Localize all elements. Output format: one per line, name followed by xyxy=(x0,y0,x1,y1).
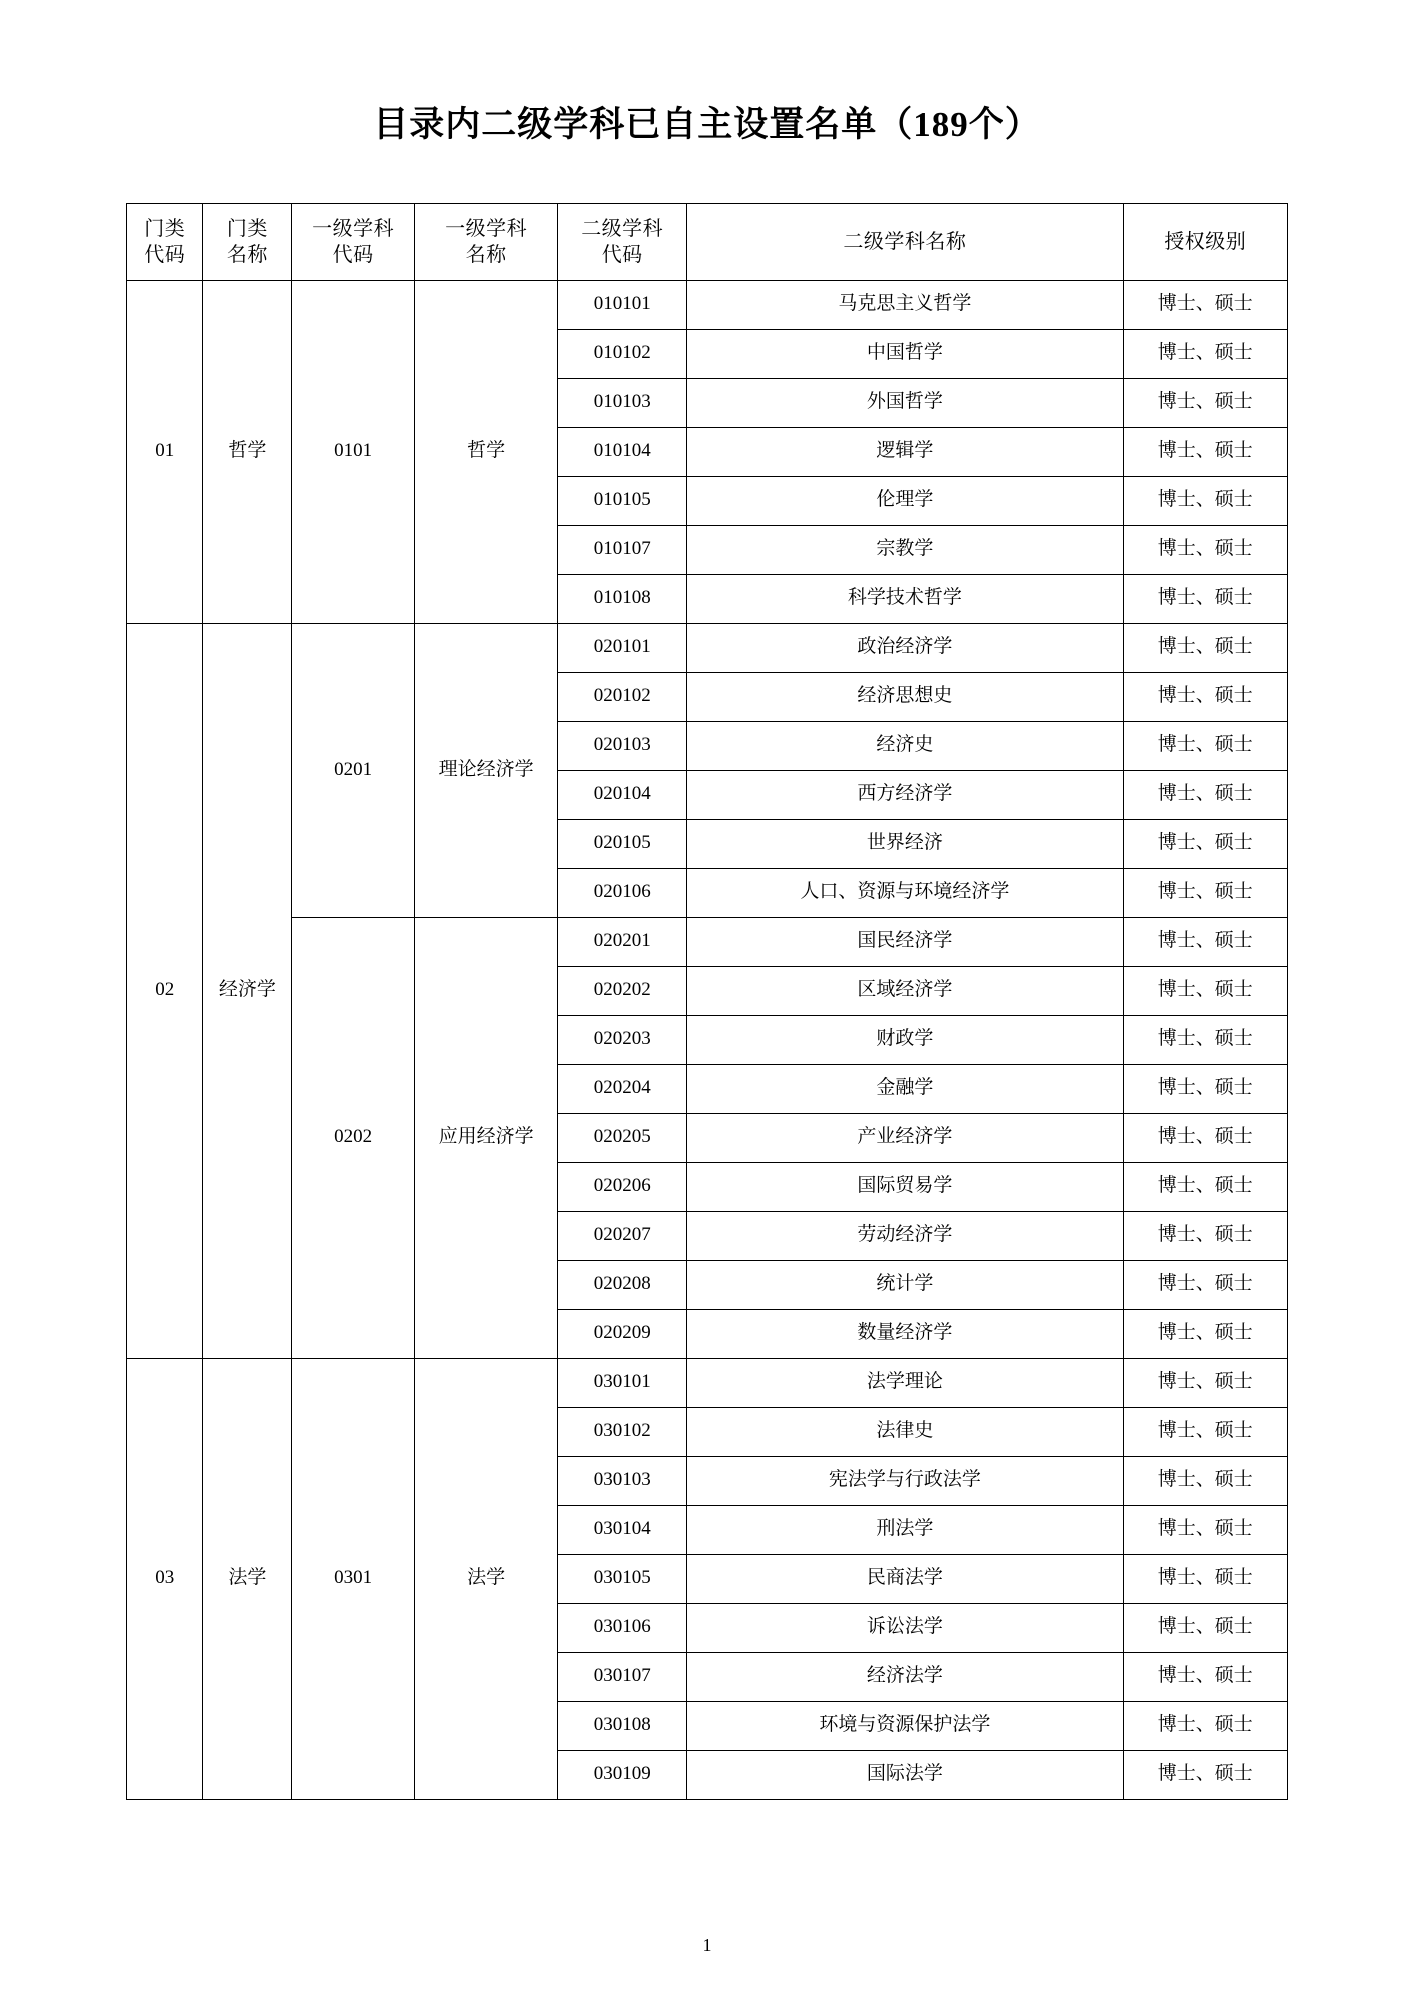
cell-level2-code: 010105 xyxy=(558,476,687,525)
cell-level2-code: 030109 xyxy=(558,1750,687,1799)
cell-level2-name: 世界经济 xyxy=(687,819,1124,868)
table-row xyxy=(127,1358,1288,1407)
column-header-category-code: 门类 代码 xyxy=(127,203,203,280)
cell-level2-code: 020102 xyxy=(558,672,687,721)
cell-level2-name: 西方经济学 xyxy=(687,770,1124,819)
cell-level2-name: 数量经济学 xyxy=(687,1309,1124,1358)
cell-level2-code: 020206 xyxy=(558,1162,687,1211)
cell-category-name: 哲学 xyxy=(203,280,292,623)
cell-level2-name: 区域经济学 xyxy=(687,966,1124,1015)
cell-level2-name: 财政学 xyxy=(687,1015,1124,1064)
cell-degree-level: 博士、硕士 xyxy=(1123,917,1287,966)
cell-degree-level: 博士、硕士 xyxy=(1123,1211,1287,1260)
cell-level2-name: 刑法学 xyxy=(687,1505,1124,1554)
cell-degree-level: 博士、硕士 xyxy=(1123,1701,1287,1750)
cell-degree-level: 博士、硕士 xyxy=(1123,1162,1287,1211)
cell-level2-name: 国民经济学 xyxy=(687,917,1124,966)
cell-degree-level: 博士、硕士 xyxy=(1123,623,1287,672)
cell-level2-name: 外国哲学 xyxy=(687,378,1124,427)
cell-level2-code: 020207 xyxy=(558,1211,687,1260)
cell-degree-level: 博士、硕士 xyxy=(1123,574,1287,623)
cell-degree-level: 博士、硕士 xyxy=(1123,476,1287,525)
cell-level2-code: 020205 xyxy=(558,1113,687,1162)
cell-level2-name: 法学理论 xyxy=(687,1358,1124,1407)
cell-level2-code: 020201 xyxy=(558,917,687,966)
cell-level2-name: 诉讼法学 xyxy=(687,1603,1124,1652)
table-row xyxy=(127,623,1288,672)
cell-level1-code: 0101 xyxy=(292,280,414,623)
cell-degree-level: 博士、硕士 xyxy=(1123,1358,1287,1407)
cell-degree-level: 博士、硕士 xyxy=(1123,280,1287,329)
cell-degree-level: 博士、硕士 xyxy=(1123,1456,1287,1505)
column-header-degree-level: 授权级别 xyxy=(1123,203,1287,280)
cell-degree-level: 博士、硕士 xyxy=(1123,329,1287,378)
cell-level2-name: 经济史 xyxy=(687,721,1124,770)
table-row xyxy=(127,917,1288,966)
cell-level2-code: 020209 xyxy=(558,1309,687,1358)
cell-level2-name: 中国哲学 xyxy=(687,329,1124,378)
cell-degree-level: 博士、硕士 xyxy=(1123,1064,1287,1113)
cell-level2-name: 金融学 xyxy=(687,1064,1124,1113)
cell-level2-code: 030101 xyxy=(558,1358,687,1407)
cell-level2-code: 030103 xyxy=(558,1456,687,1505)
cell-level2-code: 020101 xyxy=(558,623,687,672)
cell-level2-name: 人口、资源与环境经济学 xyxy=(687,868,1124,917)
cell-category-name: 法学 xyxy=(203,1358,292,1799)
cell-level1-name: 理论经济学 xyxy=(414,623,557,917)
cell-category-code: 02 xyxy=(127,623,203,1358)
cell-level2-name: 经济法学 xyxy=(687,1652,1124,1701)
cell-degree-level: 博士、硕士 xyxy=(1123,966,1287,1015)
table-body xyxy=(127,280,1288,1799)
cell-level2-code: 010104 xyxy=(558,427,687,476)
cell-degree-level: 博士、硕士 xyxy=(1123,819,1287,868)
cell-level1-name: 法学 xyxy=(414,1358,557,1799)
cell-level2-name: 法律史 xyxy=(687,1407,1124,1456)
column-header-level2-name: 二级学科名称 xyxy=(687,203,1124,280)
cell-level2-name: 政治经济学 xyxy=(687,623,1124,672)
column-header-level2-code: 二级学科 代码 xyxy=(558,203,687,280)
cell-level2-code: 030102 xyxy=(558,1407,687,1456)
cell-level1-code: 0301 xyxy=(292,1358,414,1799)
cell-level1-name: 哲学 xyxy=(414,280,557,623)
cell-degree-level: 博士、硕士 xyxy=(1123,1554,1287,1603)
cell-level1-name: 应用经济学 xyxy=(414,917,557,1358)
page-number: 1 xyxy=(702,1935,712,1955)
cell-level2-code: 010102 xyxy=(558,329,687,378)
cell-degree-level: 博士、硕士 xyxy=(1123,427,1287,476)
cell-level2-name: 国际贸易学 xyxy=(687,1162,1124,1211)
cell-level2-code: 030106 xyxy=(558,1603,687,1652)
cell-degree-level: 博士、硕士 xyxy=(1123,1309,1287,1358)
column-header-level1-name: 一级学科 名称 xyxy=(414,203,557,280)
cell-level2-name: 产业经济学 xyxy=(687,1113,1124,1162)
column-header-category-name: 门类 名称 xyxy=(203,203,292,280)
cell-level2-name: 马克思主义哲学 xyxy=(687,280,1124,329)
table-row xyxy=(127,280,1288,329)
disciplines-table xyxy=(126,203,1288,1800)
cell-degree-level: 博士、硕士 xyxy=(1123,1015,1287,1064)
cell-level2-code: 020103 xyxy=(558,721,687,770)
cell-level2-name: 伦理学 xyxy=(687,476,1124,525)
cell-level2-code: 010107 xyxy=(558,525,687,574)
cell-level2-code: 030105 xyxy=(558,1554,687,1603)
table-container xyxy=(126,147,1288,1800)
cell-degree-level: 博士、硕士 xyxy=(1123,1750,1287,1799)
cell-level2-name: 逻辑学 xyxy=(687,427,1124,476)
cell-level2-code: 030107 xyxy=(558,1652,687,1701)
cell-degree-level: 博士、硕士 xyxy=(1123,770,1287,819)
cell-degree-level: 博士、硕士 xyxy=(1123,378,1287,427)
cell-level2-code: 020208 xyxy=(558,1260,687,1309)
cell-level2-name: 环境与资源保护法学 xyxy=(687,1701,1124,1750)
cell-category-code: 03 xyxy=(127,1358,203,1799)
cell-degree-level: 博士、硕士 xyxy=(1123,721,1287,770)
cell-level2-name: 经济思想史 xyxy=(687,672,1124,721)
cell-degree-level: 博士、硕士 xyxy=(1123,1407,1287,1456)
cell-degree-level: 博士、硕士 xyxy=(1123,1505,1287,1554)
cell-level2-code: 020106 xyxy=(558,868,687,917)
cell-degree-level: 博士、硕士 xyxy=(1123,672,1287,721)
cell-level2-code: 010103 xyxy=(558,378,687,427)
cell-level2-code: 020202 xyxy=(558,966,687,1015)
cell-level2-code: 020203 xyxy=(558,1015,687,1064)
cell-level2-name: 统计学 xyxy=(687,1260,1124,1309)
cell-degree-level: 博士、硕士 xyxy=(1123,1260,1287,1309)
cell-level2-code: 020204 xyxy=(558,1064,687,1113)
cell-degree-level: 博士、硕士 xyxy=(1123,868,1287,917)
cell-level1-code: 0202 xyxy=(292,917,414,1358)
cell-degree-level: 博士、硕士 xyxy=(1123,1113,1287,1162)
cell-level2-name: 宗教学 xyxy=(687,525,1124,574)
cell-category-name: 经济学 xyxy=(203,623,292,1358)
cell-level2-name: 民商法学 xyxy=(687,1554,1124,1603)
cell-level2-name: 科学技术哲学 xyxy=(687,574,1124,623)
column-header-level1-code: 一级学科 代码 xyxy=(292,203,414,280)
cell-level2-code: 010101 xyxy=(558,280,687,329)
cell-level2-name: 宪法学与行政法学 xyxy=(687,1456,1124,1505)
cell-level2-code: 020104 xyxy=(558,770,687,819)
cell-level2-code: 010108 xyxy=(558,574,687,623)
cell-degree-level: 博士、硕士 xyxy=(1123,1652,1287,1701)
page-title: 目录内二级学科已自主设置名单（189个） xyxy=(373,105,1041,144)
table-header-row xyxy=(127,203,1288,280)
cell-level2-code: 020105 xyxy=(558,819,687,868)
cell-degree-level: 博士、硕士 xyxy=(1123,525,1287,574)
cell-degree-level: 博士、硕士 xyxy=(1123,1603,1287,1652)
cell-level2-name: 国际法学 xyxy=(687,1750,1124,1799)
cell-category-code: 01 xyxy=(127,280,203,623)
cell-level2-code: 030108 xyxy=(558,1701,687,1750)
cell-level2-code: 030104 xyxy=(558,1505,687,1554)
cell-level1-code: 0201 xyxy=(292,623,414,917)
table-header xyxy=(127,203,1288,280)
cell-level2-name: 劳动经济学 xyxy=(687,1211,1124,1260)
